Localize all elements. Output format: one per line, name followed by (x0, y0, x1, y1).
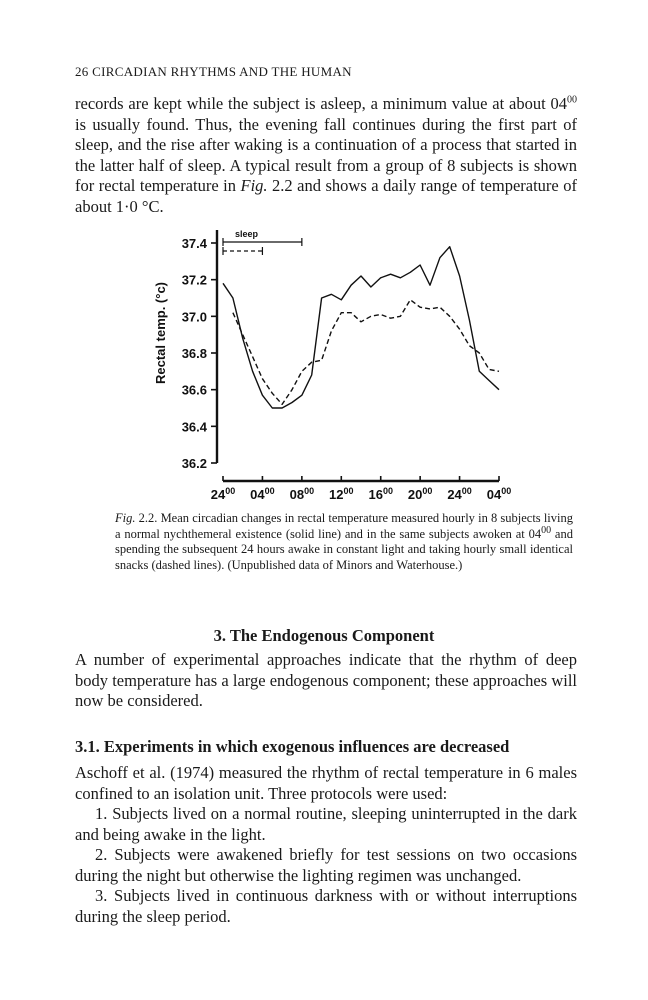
body-paragraph-3: Aschoff et al. (1974) measured the rhythm of rectal temperature in 6 males confined to an isolation unit. Three protocols were used: (75, 763, 577, 803)
y-tick-label: 37.0 (181, 309, 207, 325)
series-line-dashed (233, 300, 499, 405)
paragraph-text: is usually found. Thus, the evening fall continues during the first part of sleep, and the rise after waking is a continuation of a process that started in the latter half of sleep. A typical result from a group of 8 subjects is shown for rectal temperature in (75, 114, 577, 195)
y-tick-label: 36.6 (181, 382, 207, 398)
y-tick-label: 36.4 (181, 419, 207, 435)
running-head: 26 CIRCADIAN RHYTHMS AND THE HUMAN (75, 64, 352, 79)
y-tick-label: 36.2 (181, 456, 207, 471)
figure-2-2 (140, 220, 520, 510)
protocol-list (75, 804, 577, 927)
caption-time-superscript: 00 (541, 524, 552, 536)
figure-caption (115, 511, 573, 573)
y-axis-label: Rectal temp. (°c) (153, 281, 168, 385)
paragraph-text: 2.2 and shows a daily range of temperature of about 1·0 °C. (75, 176, 577, 216)
x-tick-label: $24^{00}$ (447, 486, 472, 502)
body-paragraph-1 (75, 94, 577, 217)
x-tick-label: $08^{00}$ (289, 486, 315, 502)
caption-label: Fig. (115, 511, 136, 525)
x-tick-label: $24^{00}$ (210, 486, 236, 502)
caption-text: and spending the subsequent 24 hours awake in constant light and taking hourly small identical snacks (dashed lines). (Unpublished data of Minors and Waterhouse.) (115, 526, 573, 572)
list-item: 1. Subjects lived on a normal routine, sleeping uninterrupted in the dark and being awake in the light. (75, 804, 577, 844)
figure-reference: Fig. (240, 176, 268, 195)
x-tick-label: $04^{00}$ (250, 486, 275, 502)
x-tick-label: $12^{00}$ (329, 486, 354, 502)
caption-time: 04 (528, 526, 542, 541)
subsection-heading: 3.1. Experiments in which exogenous influences are decreased (75, 737, 510, 756)
y-tick-label: 37.2 (181, 272, 207, 288)
time-superscript: 00 (567, 94, 577, 106)
section-heading: 3. The Endogenous Component (213, 626, 435, 645)
y-tick-label: 36.8 (181, 346, 207, 361)
x-tick-label: $16^{00}$ (368, 486, 393, 502)
list-item: 2. Subjects were awakened briefly for test sessions on two occasions during the night but otherwise the lighting regimen was unchanged. (75, 845, 577, 885)
x-tick-label: $04^{00}$ (486, 486, 512, 502)
temperature-chart (140, 220, 520, 510)
sleep-label: sleep (235, 229, 259, 239)
caption-text: 2.2. Mean circadian changes in rectal temperature measured hourly in 8 subjects living a normal nychthemeral existence (solid line) and in the same subjects awoken at (115, 511, 573, 541)
list-item: 3. Subjects lived in continuous darkness with or without interruptions during the sleep period. (75, 886, 577, 926)
y-tick-label: 37.4 (181, 236, 207, 251)
body-paragraph-2: A number of experimental approaches indicate that the rhythm of deep body temperature has a large endogenous component; these approaches will now be considered. (75, 650, 577, 710)
paragraph-text: records are kept while the subject is asleep, a minimum value at about (75, 94, 551, 113)
time-value: 04 (550, 94, 567, 113)
x-tick-label: $20^{00}$ (407, 486, 433, 502)
